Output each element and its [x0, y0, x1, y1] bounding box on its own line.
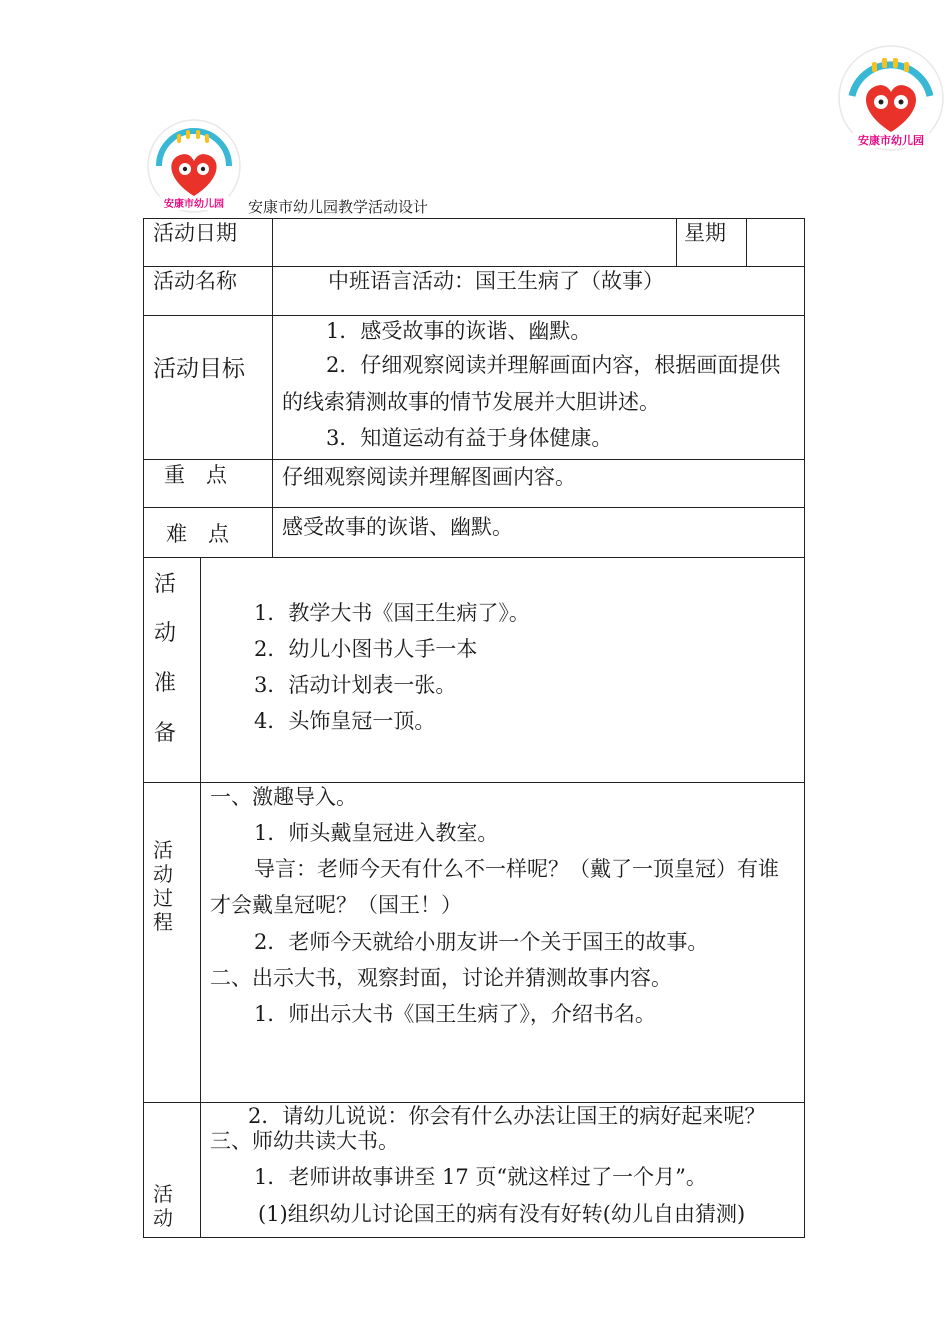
- difficulty-value: 感受故事的诙谐、幽默。: [282, 515, 513, 539]
- process-label-char: 活: [153, 838, 173, 862]
- preparation-item: 4．头饰皇冠一顶。: [254, 709, 436, 733]
- goal-line: 2．仔细观察阅读并理解画面内容，根据画面提供: [326, 353, 781, 377]
- process-label-char: 过: [153, 886, 173, 910]
- svg-text:安康市幼儿园: 安康市幼儿园: [164, 199, 224, 210]
- key-point-value: 仔细观察阅读并理解图画内容。: [282, 465, 576, 489]
- preparation-label-char: 备: [154, 721, 177, 746]
- document-title: 安康市幼儿园教学活动设计: [248, 198, 429, 216]
- process-cont-line: 1．老师讲故事讲至 17 页“就这样过了一个月”。: [254, 1165, 707, 1189]
- preparation-item: 1．教学大书《国王生病了》。: [254, 601, 530, 625]
- goal-line: 的线索猜测故事的情节发展并大胆讲述。: [282, 390, 660, 414]
- process-line: 二、出示大书，观察封面，讨论并猜测故事内容。: [210, 966, 672, 990]
- process-cont-label-char: 动: [153, 1206, 173, 1230]
- weekday-label: 星期: [684, 221, 726, 245]
- preparation-label-char: 活: [154, 572, 177, 597]
- preparation-label-char: 动: [154, 621, 177, 646]
- preparation-item: 3．活动计划表一张。: [254, 673, 457, 697]
- process-cont-line: 2．请幼儿说说：你会有什么办法让国王的病好起来呢？: [248, 1104, 766, 1128]
- process-line: 导言：老师今天有什么不一样呢？（戴了一顶皇冠）有谁: [254, 857, 779, 881]
- difficulty-label: 难 点: [166, 522, 229, 546]
- process-line: 1．师头戴皇冠进入教室。: [254, 821, 499, 845]
- process-cont-line: (1)组织幼儿讨论国王的病有没有好转(幼儿自由猜测): [258, 1202, 746, 1226]
- preparation-label-char: 准: [154, 671, 177, 696]
- key-point-label: 重 点: [164, 463, 227, 487]
- process-line: 1．师出示大书《国王生病了》，介绍书名。: [254, 1002, 656, 1026]
- process-label-char: 程: [153, 910, 173, 934]
- kindergarten-logo: [832, 44, 950, 152]
- goal-line: 3．知道运动有益于身体健康。: [326, 426, 613, 450]
- process-line: 才会戴皇冠呢？（国王！）: [210, 893, 462, 917]
- svg-text:安康市幼儿园: 安康市幼儿园: [858, 134, 924, 147]
- goals-label: 活动目标: [153, 356, 245, 382]
- activity-name-value: 中班语言活动：国王生病了（故事）: [328, 269, 664, 293]
- process-cont-label-char: 活: [153, 1182, 173, 1206]
- process-line: 2．老师今天就给小朋友讲一个关于国王的故事。: [254, 930, 709, 954]
- activity-name-label: 活动名称: [153, 269, 237, 293]
- preparation-item: 2．幼儿小图书人手一本: [254, 637, 478, 661]
- process-label-char: 动: [153, 862, 173, 886]
- date-label: 活动日期: [153, 221, 237, 245]
- kindergarten-logo-small: [142, 118, 246, 214]
- process-cont-line: 三、师幼共读大书。: [210, 1129, 399, 1153]
- goal-line: 1．感受故事的诙谐、幽默。: [326, 319, 592, 343]
- process-line: 一、激趣导入。: [210, 785, 357, 809]
